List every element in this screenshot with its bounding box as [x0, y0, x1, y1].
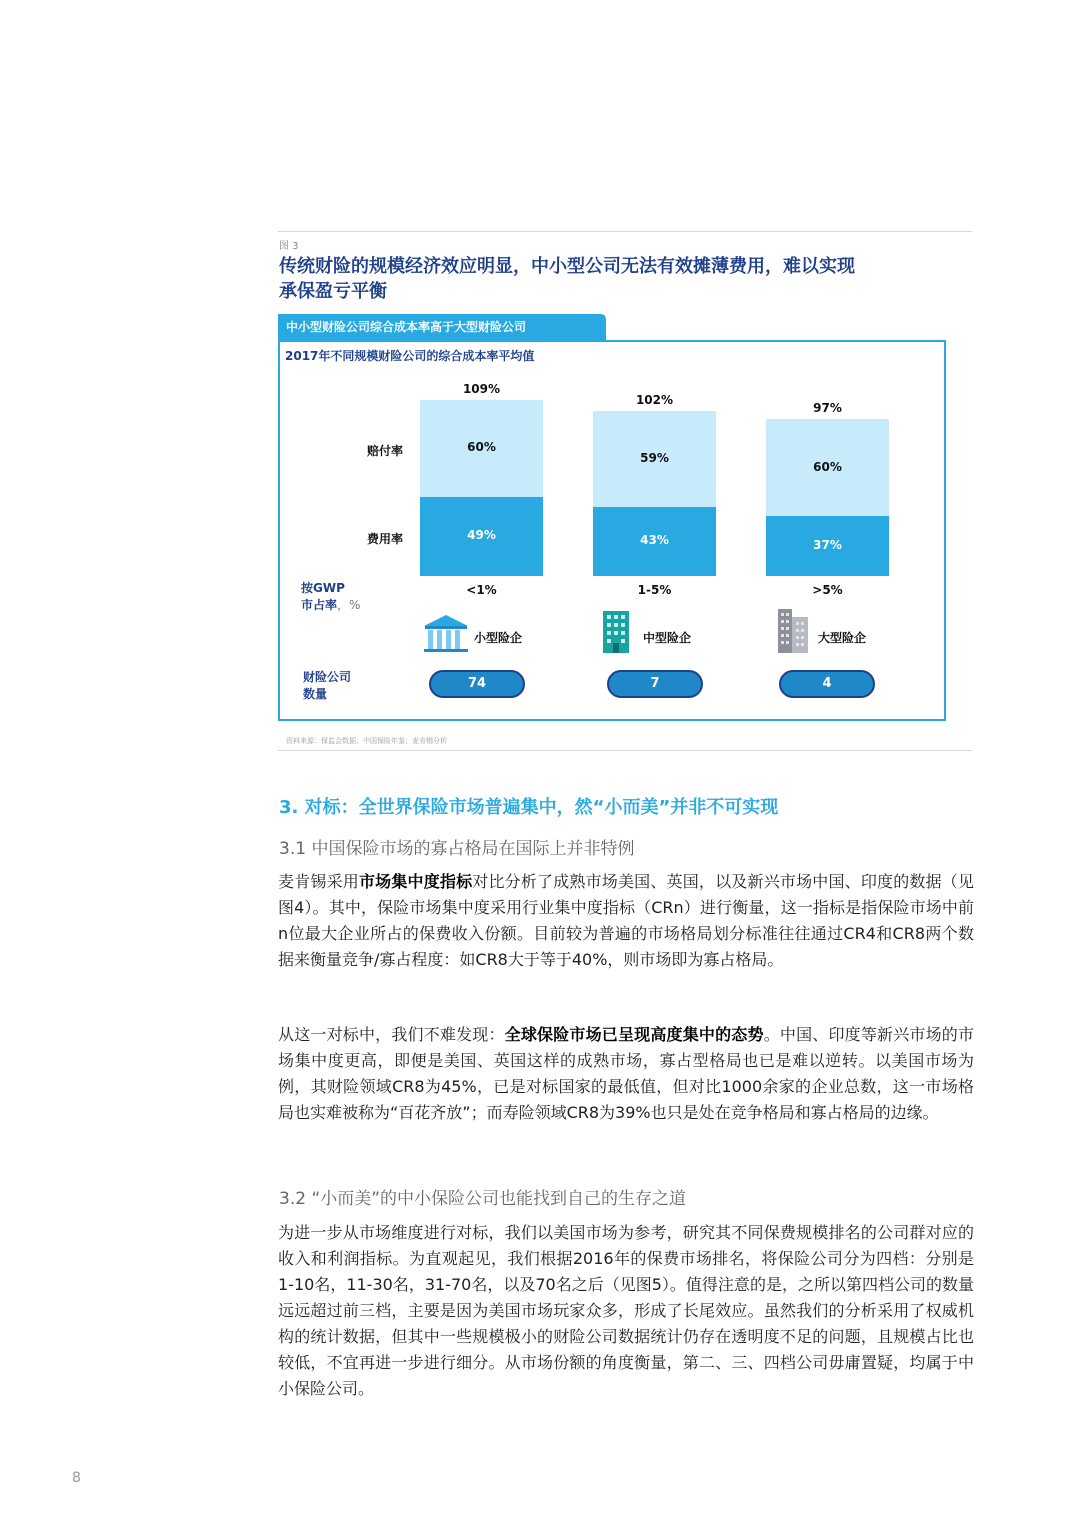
office-building-icon	[600, 609, 634, 655]
subsection-heading-1: 3.1 中国保险市场的寡占格局在国际上并非特例	[279, 839, 635, 859]
company-type-small: 小型险企	[474, 631, 523, 645]
figure-title-line2: 承保盈亏平衡	[279, 281, 387, 302]
bar-large-claims-label: 60%	[813, 459, 842, 474]
figure-bottom-rule	[278, 750, 972, 751]
subsection-heading-2: 3.2 “小而美”的中小保险公司也能找到自己的生存之道	[279, 1189, 687, 1209]
bar-large-total: 97%	[813, 401, 842, 416]
figure-source: 资料来源：保监会数据；中国保险年鉴；麦肯锡分析	[286, 737, 447, 745]
bar-small-claims-label: 60%	[467, 440, 496, 455]
company-count-label	[303, 669, 351, 703]
bar-small-expense-label: 49%	[467, 528, 496, 543]
bar-small	[420, 400, 543, 576]
gwp-label-line1: 按GWP	[301, 581, 345, 595]
p2-text-c: 。中国、印度等新兴市场的市场集中度更高，即便是美国、英国这样的成熟市场，寡占型格局也已是难以逆转。以美国市场为例，其财险领域CR8为45%，已是对标国家的最低值，但对比1000余家的企业总数，这一市场格局也实难被称为“百花齐放”；而寿险领域CR8为39%也只是处在竞争格局和寡占格局的边缘。	[278, 1025, 974, 1122]
count-pill-large: 4	[779, 670, 875, 698]
panel-subtitle: 2017年不同规模财险公司的综合成本率平均值	[285, 349, 535, 363]
paragraph-2	[278, 1022, 974, 1126]
figure-title-line1: 传统财险的规模经济效应明显，中小型公司无法有效摊薄费用，难以实现	[279, 256, 855, 277]
gwp-label	[301, 580, 360, 614]
company-type-large: 大型险企	[818, 631, 867, 645]
bar-large-expense-label: 37%	[813, 538, 842, 553]
company-count-label-line1: 财险公司	[303, 670, 352, 684]
p1-text-a: 麦肯锡采用	[278, 872, 359, 891]
p1-text-c: 对比分析了成熟市场美国、英国，以及新兴市场中国、印度的数据（见图4）。其中，保险市场集中度采用行业集中度指标（CRn）进行衡量，这一指标是指保险市场中前n位最大企业所占的保费收入份额。目前较为普遍的市场格局划分标准往往通过CR4和CR8两个数据来衡量竞争/寡占程度：如CR8大于等于40%，则市场即为寡占格局。	[278, 872, 974, 969]
paragraph-3: 为进一步从市场维度进行对标，我们以美国市场为参考，研究其不同保费规模排名的公司群对应的收入和利润指标。为直观起见，我们根据2016年的保费市场排名，将保险公司分为四档：分别是1-10名，11-30名，31-70名，以及70名之后（见图5）。值得注意的是，之所以第四档公司的数量远远超过前三档，主要是因为美国市场玩家众多，形成了长尾效应。虽然我们的分析采用了权威机构的统计数据，但其中一些规模极小的财险公司数据统计仍存在透明度不足的问题，且规模占比也较低，不宜再进一步进行细分。从市场份额的角度衡量，第二、三、四档公司毋庸置疑，均属于中小保险公司。	[278, 1223, 974, 1398]
company-type-medium: 中型险企	[643, 631, 692, 645]
share-large: >5%	[812, 583, 843, 597]
bar-large	[766, 419, 889, 576]
bar-small-total: 109%	[462, 382, 501, 396]
p1-bold: 市场集中度指标	[358, 872, 473, 891]
count-pill-small: 74	[429, 670, 525, 698]
row-label-expense: 费用率	[367, 532, 404, 546]
p2-text-a: 从这一对标中，我们不难发现：	[278, 1025, 505, 1044]
share-small: <1%	[466, 583, 497, 597]
row-label-claims: 赔付率	[367, 444, 404, 458]
bar-medium-expense-label: 43%	[640, 533, 669, 548]
section-heading: 3. 对标：全世界保险市场普遍集中，然“小而美”并非不可实现	[279, 797, 779, 818]
gwp-label-text: 市占率	[301, 598, 338, 612]
figure-tab: 中小型财险公司综合成本率高于大型财险公司	[278, 314, 606, 340]
gwp-label-line2	[301, 597, 360, 614]
figure-top-rule	[278, 231, 972, 232]
gwp-unit: ，%	[337, 598, 361, 612]
figure-label: 图 3	[279, 241, 299, 252]
page-number: 8	[72, 1470, 81, 1486]
count-pill-medium: 7	[607, 670, 703, 698]
company-count-label-line2: 数量	[303, 687, 328, 701]
bar-medium-claims-label: 59%	[640, 450, 669, 465]
p2-bold: 全球保险市场已呈现高度集中的态势	[504, 1025, 764, 1044]
bar-medium	[593, 411, 716, 576]
paragraph-1	[278, 869, 974, 973]
share-medium: 1-5%	[637, 583, 672, 597]
skyscraper-icon	[774, 607, 812, 655]
bar-medium-total: 102%	[635, 393, 674, 408]
figure-title	[279, 254, 959, 304]
bank-building-icon	[421, 613, 471, 655]
